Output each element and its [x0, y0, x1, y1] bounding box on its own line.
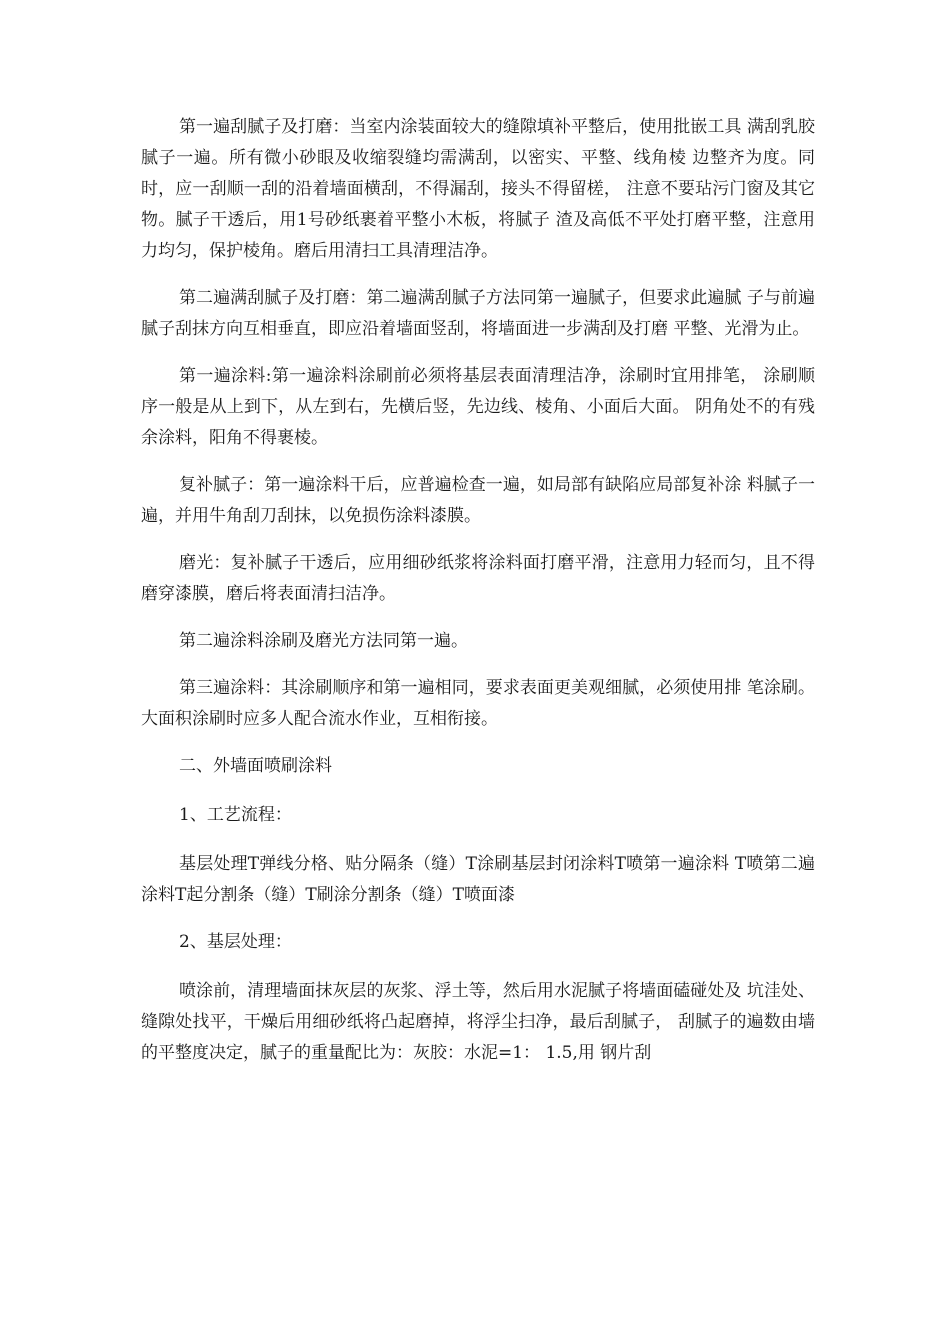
paragraph-base-treatment: 喷涂前，清理墙面抹灰层的灰浆、浮土等，然后用水泥腻子将墙面磕碰处及 坑洼处、缝隙处找平，干燥后用细砂纸将凸起磨掉，将浮尘扫净，最后刮腻子， 刮腻子的遍数由墙的平整度决定，腻子的重量配比为：灰胶：水泥=1： 1.5,用 钢片刮 — [141, 981, 815, 1063]
document-body — [141, 112, 815, 1085]
paragraph-polishing: 磨光：复补腻子干透后，应用细砂纸浆将涂料面打磨平滑，注意用力轻而匀，且不得磨穿漆膜，磨后将表面清扫洁净。 — [141, 553, 815, 604]
paragraph-first-putty: 第一遍刮腻子及打磨：当室内涂装面较大的缝隙填补平整后，使用批嵌工具 满刮乳胶腻子一遍。所有微小砂眼及收缩裂缝均需满刮，以密实、平整、线角棱 边整齐为度。同时，应一刮顺一刮的沿着墙面横刮，不得漏刮，接头不得留槎， 注意不要玷污门窗及其它物。腻子干透后，用1号砂纸裹着平整小木板，将腻子 渣及高低不平处打磨平整，注意用力均匀，保护棱角。磨后用清扫工具清理洁净。 — [141, 117, 815, 261]
paragraph-process-flow: 基层处理T弹线分格、贴分隔条（缝）T涂刷基层封闭涂料T喷第一遍涂料 T喷第二遍涂料T起分割条（缝）T刷涂分割条（缝）T喷面漆 — [141, 854, 815, 905]
subheading-base-treatment: 2、基层处理： — [179, 932, 292, 952]
paragraph-repair-putty: 复补腻子：第一遍涂料干后，应普遍检查一遍，如局部有缺陷应局部复补涂 料腻子一遍，并用牛角刮刀刮抹，以免损伤涂料漆膜。 — [141, 475, 815, 526]
subheading-process-flow: 1、工艺流程： — [179, 805, 292, 825]
paragraph-second-coat: 第二遍涂料涂刷及磨光方法同第一遍。 — [179, 631, 468, 651]
paragraph-second-putty: 第二遍满刮腻子及打磨：第二遍满刮腻子方法同第一遍腻子，但要求此遍腻 子与前遍腻子刮抹方向互相垂直，即应沿着墙面竖刮，将墙面进一步满刮及打磨 平整、光滑为止。 — [141, 288, 815, 339]
paragraph-first-coat: 第一遍涂料:第一遍涂料涂刷前必须将基层表面清理洁净，涂刷时宜用排笔， 涂刷顺序一般是从上到下，从左到右，先横后竖，先边线、棱角、小面后大面。 阴角处不的有残余涂料，阳角不得裹棱。 — [141, 366, 815, 448]
section-heading-exterior: 二、外墙面喷刷涂料 — [179, 756, 332, 776]
paragraph-third-coat: 第三遍涂料：其涂刷顺序和第一遍相同，要求表面更美观细腻，必须使用排 笔涂刷。大面积涂刷时应多人配合流水作业，互相衔接。 — [141, 678, 815, 729]
